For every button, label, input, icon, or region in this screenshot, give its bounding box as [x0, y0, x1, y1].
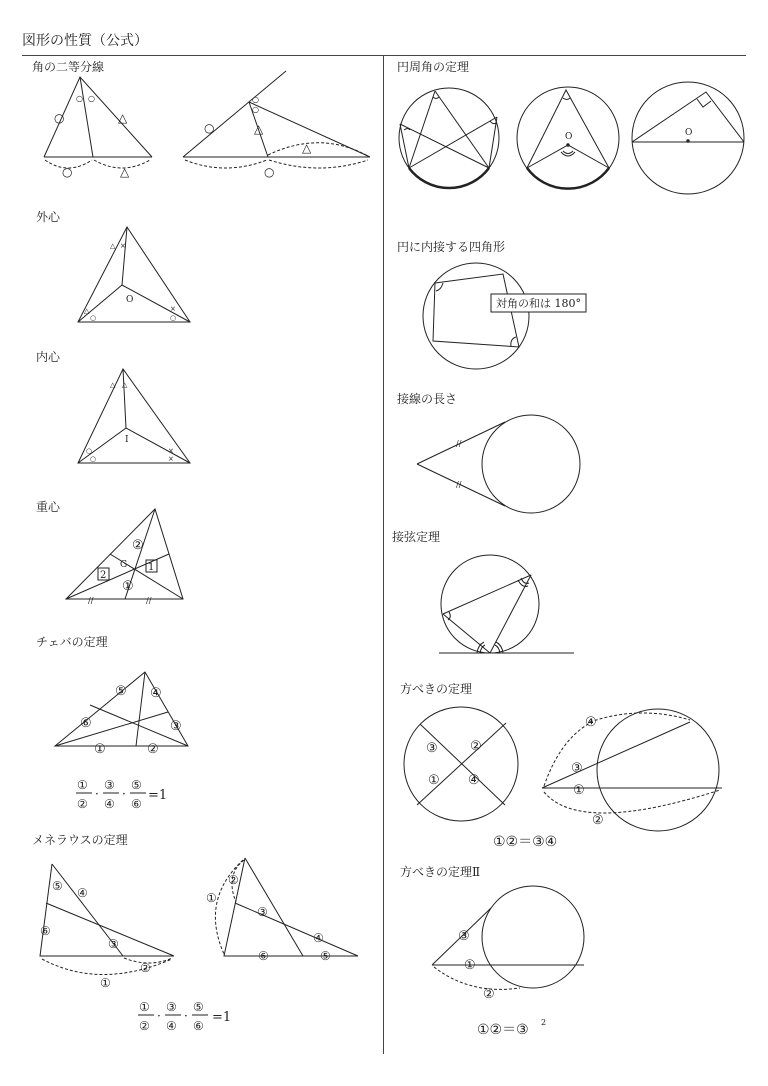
cyclic-note: 対角の和は 180°	[496, 297, 581, 310]
bisector-figure-2	[183, 71, 370, 179]
svg-text:③: ③	[108, 937, 119, 951]
svg-text://: //	[146, 596, 152, 605]
heading-inscribed-angle: 円周角の定理	[397, 60, 470, 74]
angle-mark: ○	[252, 95, 259, 104]
side-mark: ○	[204, 121, 215, 135]
svg-text://: //	[88, 596, 94, 605]
label-G: G	[120, 560, 128, 570]
segment-mark: ○	[62, 165, 73, 179]
heading-circumcenter: 外心	[36, 210, 61, 224]
cyclic-quad-figure	[423, 263, 586, 369]
heading-centroid: 重心	[36, 500, 61, 514]
segment-mark: △	[120, 165, 130, 179]
heading-incenter: 内心	[36, 350, 61, 364]
svg-text://: //	[456, 480, 462, 489]
svg-text:③: ③	[257, 905, 268, 919]
svg-text:③: ③	[104, 778, 115, 792]
side-mark: ○	[54, 111, 65, 125]
ceva-formula	[76, 778, 167, 811]
svg-text:①: ①	[139, 1000, 150, 1014]
label-O: O	[685, 128, 693, 138]
label-I: I	[125, 435, 129, 445]
svg-text:②: ②	[77, 797, 88, 811]
svg-text:①: ①	[77, 778, 88, 792]
svg-text:·: ·	[122, 787, 126, 801]
svg-text:③: ③	[170, 719, 182, 734]
svg-text:⑤: ⑤	[320, 949, 331, 963]
svg-text:⑤: ⑤	[193, 1000, 204, 1014]
page-title: 図形の性質（公式）	[22, 33, 148, 49]
svg-text:①: ①	[428, 773, 440, 788]
inscribed-angle-figure-3	[632, 82, 744, 194]
incenter-figure	[78, 369, 190, 463]
svg-text:②: ②	[140, 961, 151, 975]
svg-text:④: ④	[585, 715, 597, 730]
svg-text:·: ·	[95, 787, 99, 801]
power-figure-2	[542, 709, 722, 831]
heading-power: 方べきの定理	[400, 682, 473, 696]
power2-exponent: 2	[541, 1018, 547, 1027]
svg-text:④: ④	[313, 931, 324, 945]
svg-text:①: ①	[100, 976, 111, 990]
svg-text:⑥: ⑥	[258, 949, 269, 963]
svg-text:④: ④	[77, 886, 88, 900]
svg-text:②: ②	[470, 739, 482, 754]
centroid-figure	[66, 509, 183, 605]
label-O: O	[565, 132, 573, 142]
svg-text:○: ○	[86, 447, 93, 455]
svg-text:⑤: ⑤	[131, 778, 142, 792]
power-formula: ①②＝③④	[493, 834, 558, 850]
svg-text:④: ④	[166, 1019, 177, 1033]
svg-text:④: ④	[468, 773, 480, 788]
svg-text:①: ①	[94, 742, 106, 757]
svg-text:②: ②	[592, 813, 604, 828]
svg-text:⑤: ⑤	[115, 684, 127, 699]
svg-text://: //	[456, 439, 462, 448]
svg-text:1: 1	[148, 562, 155, 573]
svg-text:③: ③	[166, 1000, 177, 1014]
svg-text:②: ②	[228, 873, 239, 887]
svg-text:·: ·	[184, 1009, 188, 1023]
heading-tangent-chord: 接弦定理	[392, 530, 441, 544]
svg-text:·: ·	[157, 1009, 161, 1023]
svg-text:③: ③	[458, 929, 470, 944]
power-figure-1	[404, 707, 518, 821]
tangent-length-figure	[417, 415, 580, 513]
heading-cyclic-quad: 円に内接する四角形	[397, 240, 506, 254]
angle-mark: ○	[76, 94, 83, 103]
svg-text:①: ①	[206, 891, 217, 905]
menelaus-figure-2	[206, 858, 358, 963]
angle-mark: ○	[88, 94, 95, 103]
heading-power2: 方べきの定理Ⅱ	[400, 865, 481, 879]
svg-text:①: ①	[464, 958, 476, 973]
angle-mark: ○	[252, 105, 259, 114]
svg-text:○: ○	[90, 455, 97, 463]
svg-text:⑥: ⑥	[131, 797, 142, 811]
menelaus-formula	[138, 1000, 231, 1033]
inscribed-angle-figure-2	[517, 87, 619, 189]
svg-text:△: △	[122, 381, 128, 389]
label-O: O	[126, 295, 134, 305]
side-mark: △	[118, 111, 128, 125]
svg-text:×: ×	[120, 242, 126, 250]
svg-text:×: ×	[168, 447, 174, 455]
svg-text:×: ×	[168, 455, 174, 463]
svg-text:=1: =1	[212, 1010, 232, 1025]
svg-text:②: ②	[483, 987, 495, 1002]
svg-text:④: ④	[104, 797, 115, 811]
svg-text:⑥: ⑥	[80, 716, 92, 731]
svg-text:○: ○	[170, 314, 177, 322]
svg-text:①: ①	[122, 579, 134, 594]
menelaus-figure-1	[40, 864, 174, 990]
svg-text:③: ③	[426, 741, 438, 756]
segment-mark: ○	[264, 165, 275, 179]
heading-bisector: 角の二等分線	[32, 60, 105, 74]
power2-formula: ①②＝③	[477, 1022, 529, 1038]
svg-text:△: △	[110, 242, 116, 250]
bisector-figure-1	[44, 77, 152, 179]
svg-text:②: ②	[132, 538, 144, 553]
tangent-chord-figure	[439, 555, 574, 653]
svg-text:=1: =1	[148, 788, 168, 803]
heading-tangent-length: 接線の長さ	[397, 392, 458, 406]
svg-text:△: △	[110, 381, 116, 389]
inscribed-angle-figure-1	[399, 88, 499, 188]
svg-text:②: ②	[147, 742, 159, 757]
circumcenter-figure	[78, 227, 190, 322]
svg-text:⑥: ⑥	[40, 924, 51, 938]
svg-text:×: ×	[170, 305, 176, 313]
svg-text:⑤: ⑤	[52, 879, 63, 893]
svg-text:2: 2	[100, 570, 107, 581]
svg-text:△: △	[84, 307, 90, 315]
power2-figure	[432, 886, 584, 1002]
ceva-figure	[55, 672, 188, 757]
svg-text:①: ①	[573, 783, 585, 798]
svg-text:○: ○	[90, 314, 97, 322]
side-mark: △	[254, 122, 264, 136]
svg-text:④: ④	[150, 686, 162, 701]
svg-text:⑥: ⑥	[193, 1019, 204, 1033]
heading-menelaus: メネラウスの定理	[32, 833, 128, 847]
side-mark: △	[302, 141, 312, 155]
svg-text:②: ②	[139, 1019, 150, 1033]
svg-text:③: ③	[571, 761, 583, 776]
heading-ceva: チェバの定理	[36, 635, 108, 649]
